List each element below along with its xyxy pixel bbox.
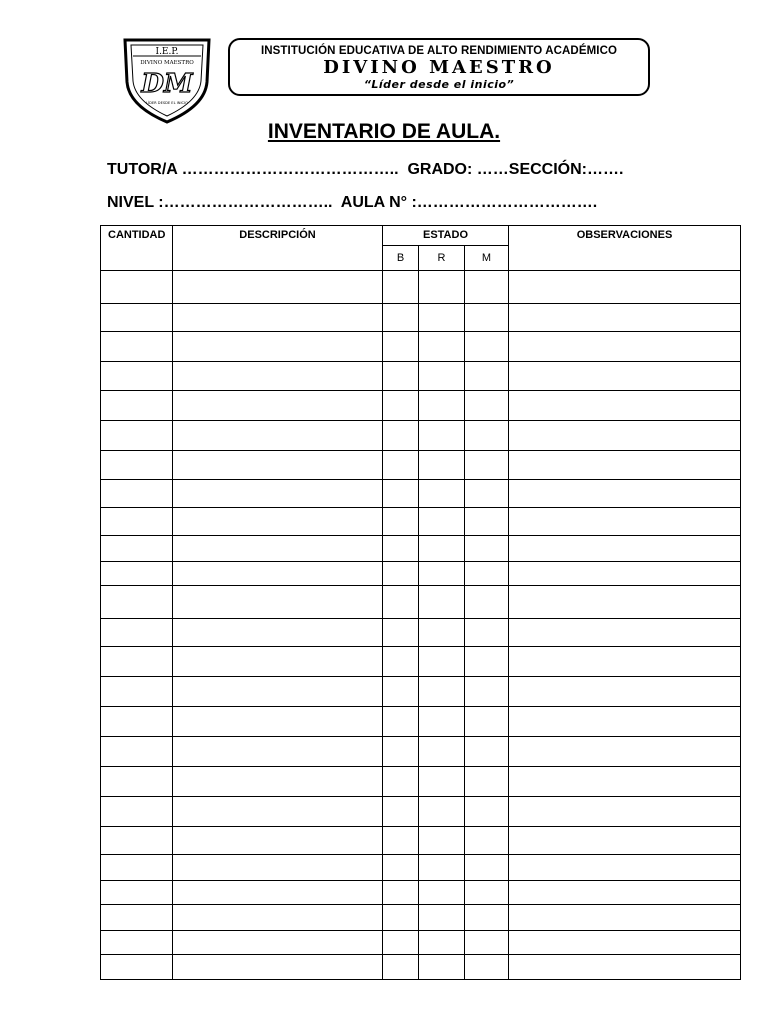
observaciones-cell[interactable]: [509, 881, 741, 905]
cantidad-cell[interactable]: [101, 881, 173, 905]
table-row: [101, 767, 741, 797]
table-row: [101, 362, 741, 391]
estado-r-cell[interactable]: [419, 619, 465, 647]
observaciones-cell[interactable]: [509, 508, 741, 536]
descripcion-cell[interactable]: [173, 647, 383, 677]
estado-r-cell[interactable]: [419, 677, 465, 707]
descripcion-cell[interactable]: [173, 797, 383, 827]
observaciones-cell[interactable]: [509, 855, 741, 881]
estado-m-cell[interactable]: [465, 707, 509, 737]
descripcion-cell[interactable]: [173, 827, 383, 855]
observaciones-cell[interactable]: [509, 271, 741, 304]
observaciones-cell[interactable]: [509, 536, 741, 562]
cantidad-cell[interactable]: [101, 707, 173, 737]
cantidad-cell[interactable]: [101, 767, 173, 797]
school-motto: “Líder desde el inicio”: [363, 78, 515, 91]
table-row: [101, 707, 741, 737]
cantidad-cell[interactable]: [101, 797, 173, 827]
estado-m-cell[interactable]: [465, 271, 509, 304]
estado-r-cell[interactable]: [419, 391, 465, 421]
estado-b-cell[interactable]: [383, 797, 419, 827]
institution-banner: [228, 38, 650, 96]
estado-m-cell[interactable]: [465, 881, 509, 905]
observaciones-cell[interactable]: [509, 562, 741, 586]
cantidad-cell[interactable]: [101, 508, 173, 536]
estado-b-cell[interactable]: [383, 421, 419, 451]
estado-b-cell[interactable]: [383, 480, 419, 508]
estado-m-cell[interactable]: [465, 480, 509, 508]
logo-bottom-text: LÍDER DESDE EL INICIO: [146, 101, 188, 105]
col-header-estado-r: R: [419, 246, 465, 271]
estado-b-cell[interactable]: [383, 881, 419, 905]
estado-m-cell[interactable]: [465, 647, 509, 677]
estado-r-cell[interactable]: [419, 647, 465, 677]
estado-r-cell[interactable]: [419, 271, 465, 304]
estado-r-cell[interactable]: [419, 855, 465, 881]
table-row: [101, 647, 741, 677]
estado-r-cell[interactable]: [419, 480, 465, 508]
estado-m-cell[interactable]: [465, 677, 509, 707]
estado-b-cell[interactable]: [383, 508, 419, 536]
table-row: [101, 480, 741, 508]
estado-r-cell[interactable]: [419, 421, 465, 451]
table-row: [101, 451, 741, 480]
table-row: [101, 737, 741, 767]
descripcion-cell[interactable]: [173, 304, 383, 332]
inventory-body: [101, 271, 741, 980]
cantidad-cell[interactable]: [101, 271, 173, 304]
col-header-descripcion: DESCRIPCIÓN: [173, 226, 383, 271]
descripcion-cell[interactable]: [173, 737, 383, 767]
col-header-estado: ESTADO: [383, 226, 509, 246]
observaciones-cell[interactable]: [509, 905, 741, 931]
observaciones-cell[interactable]: [509, 955, 741, 980]
nivel-aula-line: NIVEL :………………………….. AULA N° :…………………………….: [107, 194, 598, 211]
cantidad-cell[interactable]: [101, 905, 173, 931]
estado-b-cell[interactable]: [383, 562, 419, 586]
descripcion-cell[interactable]: [173, 391, 383, 421]
estado-b-cell[interactable]: [383, 737, 419, 767]
estado-m-cell[interactable]: [465, 536, 509, 562]
table-row: [101, 619, 741, 647]
estado-b-cell[interactable]: [383, 332, 419, 362]
cantidad-cell[interactable]: [101, 451, 173, 480]
cantidad-cell[interactable]: [101, 391, 173, 421]
cantidad-cell[interactable]: [101, 332, 173, 362]
cantidad-cell[interactable]: [101, 827, 173, 855]
estado-m-cell[interactable]: [465, 767, 509, 797]
estado-r-cell[interactable]: [419, 586, 465, 619]
observaciones-cell[interactable]: [509, 797, 741, 827]
observaciones-cell[interactable]: [509, 647, 741, 677]
observaciones-cell[interactable]: [509, 827, 741, 855]
descripcion-cell[interactable]: [173, 362, 383, 391]
estado-r-cell[interactable]: [419, 508, 465, 536]
inventory-table: [100, 225, 741, 980]
cantidad-cell[interactable]: [101, 931, 173, 955]
estado-r-cell[interactable]: [419, 536, 465, 562]
observaciones-cell[interactable]: [509, 391, 741, 421]
logo-top-text: I.E.P.: [155, 47, 179, 57]
descripcion-cell[interactable]: [173, 767, 383, 797]
school-crest-logo: [121, 34, 213, 124]
descripcion-cell[interactable]: [173, 480, 383, 508]
institution-name: INSTITUCIÓN EDUCATIVA DE ALTO RENDIMIENTO ACADÉMICO: [260, 45, 618, 57]
estado-m-cell[interactable]: [465, 451, 509, 480]
estado-b-cell[interactable]: [383, 451, 419, 480]
estado-r-cell[interactable]: [419, 332, 465, 362]
estado-b-cell[interactable]: [383, 536, 419, 562]
descripcion-cell[interactable]: [173, 881, 383, 905]
estado-r-cell[interactable]: [419, 931, 465, 955]
observaciones-cell[interactable]: [509, 767, 741, 797]
observaciones-cell[interactable]: [509, 737, 741, 767]
cantidad-cell[interactable]: [101, 647, 173, 677]
observaciones-cell[interactable]: [509, 332, 741, 362]
estado-m-cell[interactable]: [465, 827, 509, 855]
page-title: INVENTARIO DE AULA.: [267, 120, 501, 143]
estado-b-cell[interactable]: [383, 362, 419, 391]
descripcion-cell[interactable]: [173, 421, 383, 451]
estado-r-cell[interactable]: [419, 562, 465, 586]
cantidad-cell[interactable]: [101, 421, 173, 451]
estado-m-cell[interactable]: [465, 955, 509, 980]
estado-b-cell[interactable]: [383, 677, 419, 707]
estado-b-cell[interactable]: [383, 827, 419, 855]
estado-m-cell[interactable]: [465, 508, 509, 536]
estado-r-cell[interactable]: [419, 797, 465, 827]
estado-r-cell[interactable]: [419, 451, 465, 480]
descripcion-cell[interactable]: [173, 955, 383, 980]
cantidad-cell[interactable]: [101, 304, 173, 332]
descripcion-cell[interactable]: [173, 451, 383, 480]
table-row: [101, 586, 741, 619]
estado-r-cell[interactable]: [419, 362, 465, 391]
estado-b-cell[interactable]: [383, 391, 419, 421]
observaciones-cell[interactable]: [509, 619, 741, 647]
logo-school-text: DIVINO MAESTRO: [140, 60, 194, 66]
table-row: [101, 905, 741, 931]
cantidad-cell[interactable]: [101, 586, 173, 619]
table-row: [101, 536, 741, 562]
observaciones-cell[interactable]: [509, 931, 741, 955]
table-row: [101, 881, 741, 905]
cantidad-cell[interactable]: [101, 677, 173, 707]
estado-b-cell[interactable]: [383, 905, 419, 931]
observaciones-cell[interactable]: [509, 586, 741, 619]
descripcion-cell[interactable]: [173, 855, 383, 881]
observaciones-cell[interactable]: [509, 707, 741, 737]
table-row: [101, 797, 741, 827]
estado-b-cell[interactable]: [383, 767, 419, 797]
estado-b-cell[interactable]: [383, 647, 419, 677]
estado-b-cell[interactable]: [383, 955, 419, 980]
estado-b-cell[interactable]: [383, 619, 419, 647]
estado-b-cell[interactable]: [383, 271, 419, 304]
estado-b-cell[interactable]: [383, 304, 419, 332]
col-header-estado-b: B: [383, 246, 419, 271]
cantidad-cell[interactable]: [101, 955, 173, 980]
table-row: [101, 508, 741, 536]
estado-r-cell[interactable]: [419, 955, 465, 980]
observaciones-cell[interactable]: [509, 304, 741, 332]
descripcion-cell[interactable]: [173, 707, 383, 737]
table-row: [101, 855, 741, 881]
descripcion-cell[interactable]: [173, 619, 383, 647]
descripcion-cell[interactable]: [173, 931, 383, 955]
descripcion-cell[interactable]: [173, 332, 383, 362]
descripcion-cell[interactable]: [173, 677, 383, 707]
estado-r-cell[interactable]: [419, 905, 465, 931]
estado-m-cell[interactable]: [465, 391, 509, 421]
estado-m-cell[interactable]: [465, 586, 509, 619]
estado-r-cell[interactable]: [419, 304, 465, 332]
school-name: DIVINO MAESTRO: [323, 57, 555, 78]
estado-m-cell[interactable]: [465, 797, 509, 827]
observaciones-cell[interactable]: [509, 677, 741, 707]
estado-r-cell[interactable]: [419, 707, 465, 737]
estado-m-cell[interactable]: [465, 905, 509, 931]
table-row: [101, 931, 741, 955]
estado-b-cell[interactable]: [383, 931, 419, 955]
cantidad-cell[interactable]: [101, 480, 173, 508]
estado-r-cell[interactable]: [419, 737, 465, 767]
estado-b-cell[interactable]: [383, 855, 419, 881]
estado-m-cell[interactable]: [465, 931, 509, 955]
table-row: [101, 562, 741, 586]
estado-m-cell[interactable]: [465, 304, 509, 332]
tutor-grado-seccion-line: TUTOR/A ………………………………….. GRADO: ……SECCIÓN:…….: [107, 161, 624, 178]
descripcion-cell[interactable]: [173, 271, 383, 304]
table-row: [101, 304, 741, 332]
cantidad-cell[interactable]: [101, 855, 173, 881]
table-row: [101, 332, 741, 362]
estado-m-cell[interactable]: [465, 619, 509, 647]
table-row: [101, 677, 741, 707]
col-header-observaciones: OBSERVACIONES: [509, 226, 741, 271]
observaciones-cell[interactable]: [509, 451, 741, 480]
cantidad-cell[interactable]: [101, 737, 173, 767]
estado-r-cell[interactable]: [419, 881, 465, 905]
estado-r-cell[interactable]: [419, 767, 465, 797]
estado-m-cell[interactable]: [465, 855, 509, 881]
col-header-estado-m: M: [465, 246, 509, 271]
cantidad-cell[interactable]: [101, 619, 173, 647]
cantidad-cell[interactable]: [101, 536, 173, 562]
estado-m-cell[interactable]: [465, 737, 509, 767]
estado-r-cell[interactable]: [419, 827, 465, 855]
logo-monogram: DM: [141, 69, 193, 99]
estado-m-cell[interactable]: [465, 362, 509, 391]
table-row: [101, 827, 741, 855]
estado-b-cell[interactable]: [383, 586, 419, 619]
observaciones-cell[interactable]: [509, 480, 741, 508]
descripcion-cell[interactable]: [173, 562, 383, 586]
table-row: [101, 271, 741, 304]
observaciones-cell[interactable]: [509, 362, 741, 391]
observaciones-cell[interactable]: [509, 421, 741, 451]
estado-m-cell[interactable]: [465, 332, 509, 362]
descripcion-cell[interactable]: [173, 905, 383, 931]
estado-m-cell[interactable]: [465, 562, 509, 586]
estado-b-cell[interactable]: [383, 707, 419, 737]
table-row: [101, 955, 741, 980]
estado-m-cell[interactable]: [465, 421, 509, 451]
cantidad-cell[interactable]: [101, 362, 173, 391]
cantidad-cell[interactable]: [101, 562, 173, 586]
descripcion-cell[interactable]: [173, 508, 383, 536]
table-row: [101, 391, 741, 421]
col-header-cantidad: CANTIDAD: [101, 226, 173, 271]
descripcion-cell[interactable]: [173, 586, 383, 619]
descripcion-cell[interactable]: [173, 536, 383, 562]
table-row: [101, 421, 741, 451]
